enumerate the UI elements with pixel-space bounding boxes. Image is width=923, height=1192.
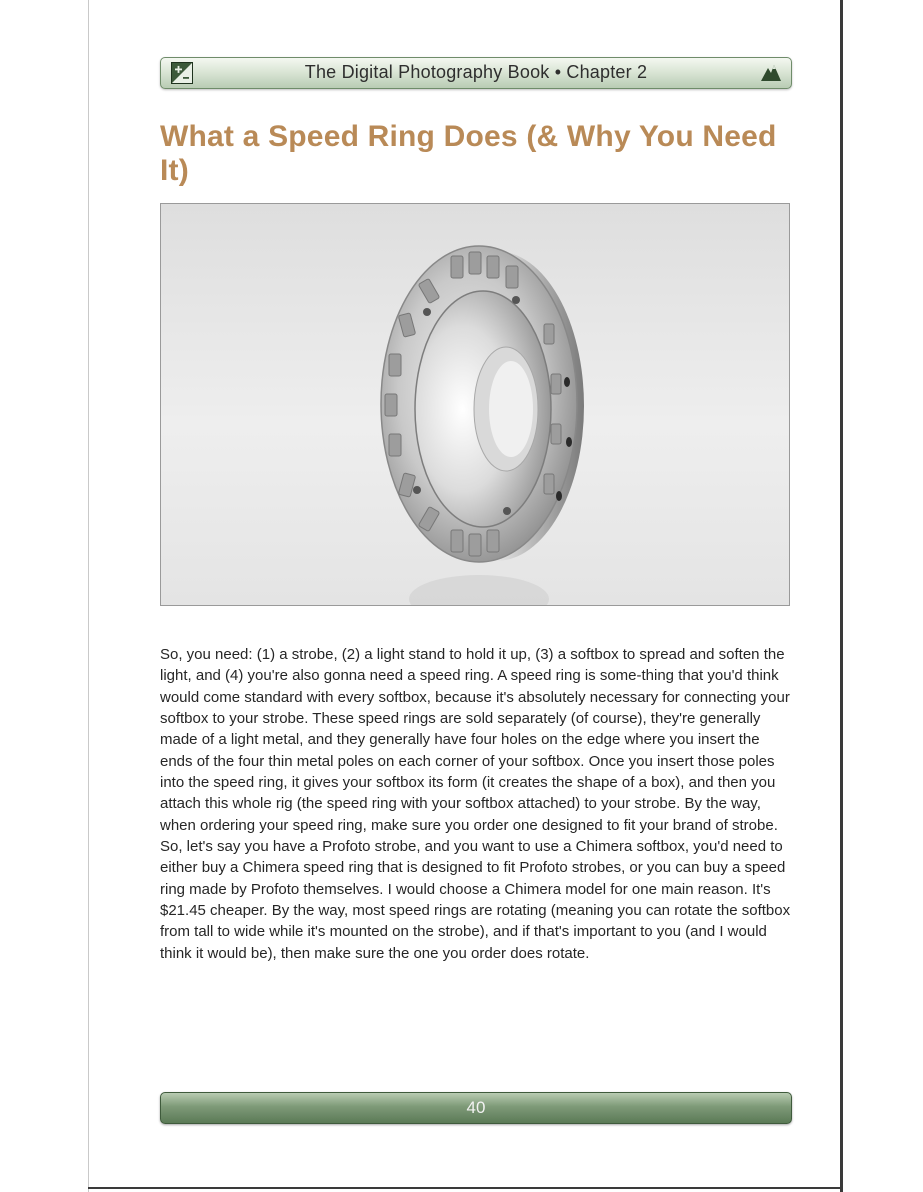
chapter-title: The Digital Photography Book • Chapter 2 [304,62,648,82]
page-footer-bar [160,1092,792,1124]
page-headline: What a Speed Ring Does (& Why You Need It) [160,120,777,187]
speed-ring-photo [160,203,790,606]
page-number: 40 [466,1098,486,1117]
page-edge-right [840,0,843,1192]
page-edge-left [88,0,89,1192]
chapter-header-bar [160,57,792,89]
page-edge-bottom [88,1187,843,1189]
mountain-icon [761,63,781,81]
body-paragraph: So, you need: (1) a strobe, (2) a light stand to hold it up, (3) a softbox to spread and soften the light, and (4) you're also gonna need a speed ring. A speed ring is some-thing that you'd think would come standard with every softbox, because it's absolutely necessary for connecting your softbox to your strobe. These speed rings are sold separately (of course), they're generally made of a light metal, and they generally have four holes on the edge where you insert the ends of the four thin metal poles on each corner of your softbox. Once you insert those poles into the speed ring, it gives your softbox its form (it creates the shape of a box), and then you attach this whole rig (the speed ring with your softbox attached) to your strobe. By the way, when ordering your speed ring, make sure you order one designed to fit your brand of strobe. So, let's say you have a Profoto strobe, and you want to use a Chimera softbox, you'd need to either buy a Chimera speed ring that is designed to fit Profoto strobes, or you can buy a speed ring made by Profoto themselves. I would choose a Chimera model for one main reason. It's $21.45 cheaper. By the way, most speed rings are rotating (meaning you can rotate the softbox from tall to wide while it's mounted on the strobe), and if that's important to you (and I would think it would be), then make sure the one you order does rotate. [160,646,791,962]
